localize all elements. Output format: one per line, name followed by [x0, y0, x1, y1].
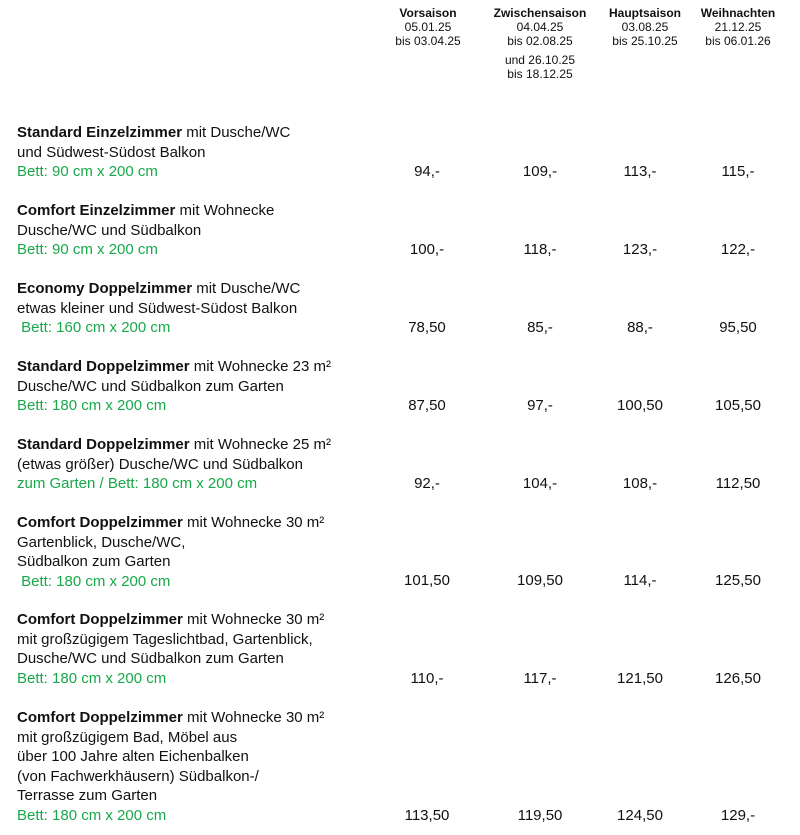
room-title: Standard Einzelzimmer	[17, 124, 183, 141]
price-zwischensaison: 117,-	[523, 670, 557, 687]
room-bed-size: zum Garten / Bett: 180 cm x 200 cm	[17, 475, 258, 492]
price-weihnachten: 125,50	[715, 572, 761, 589]
price-vorsaison: 110,-	[410, 670, 444, 687]
room-description	[17, 435, 331, 494]
room-line: mit Wohnecke 30 m²	[182, 709, 325, 726]
room-line: über 100 Jahre alten Eichenbalken	[17, 748, 249, 765]
room-bed-size: Bett: 180 cm x 200 cm	[17, 397, 167, 414]
room-line: mit Dusche/WC	[192, 280, 301, 297]
room-title: Standard Doppelzimmer	[17, 358, 190, 375]
season-name: Hauptsaison	[608, 6, 681, 20]
room-line: etwas kleiner und Südwest-Südost Balkon	[17, 299, 298, 317]
room-line: (etwas größer) Dusche/WC und Südbalkon	[17, 455, 303, 473]
season-name: Vorsaison	[399, 6, 457, 20]
price-hauptsaison: 114,-	[623, 572, 657, 589]
season-header-hauptsaison	[600, 6, 690, 48]
room-description	[17, 513, 324, 591]
price-weihnachten: 115,-	[721, 163, 755, 180]
room-line: Dusche/WC und Südbalkon	[17, 221, 202, 239]
season-from: 21.12.25	[714, 20, 762, 34]
room-title: Comfort Doppelzimmer	[17, 611, 183, 628]
room-title: Standard Doppelzimmer	[17, 436, 190, 453]
room-line: mit großzügigem Bad, Möbel aus	[17, 728, 238, 746]
room-line: (von Fachwerkhäusern) Südbalkon-/	[17, 767, 259, 785]
room-line: mit Wohnecke	[175, 202, 275, 219]
price-zwischensaison: 97,-	[527, 397, 553, 414]
price-weihnachten: 126,50	[715, 670, 761, 687]
room-line: mit Dusche/WC	[182, 124, 291, 141]
room-line: mit Wohnecke 25 m²	[189, 436, 331, 453]
season-to: bis 03.04.25	[395, 34, 461, 48]
price-zwischensaison: 85,-	[527, 319, 553, 336]
season-to: bis 06.01.26	[705, 34, 771, 48]
price-zwischensaison: 109,-	[522, 163, 558, 180]
room-bed-size: Bett: 180 cm x 200 cm	[17, 669, 167, 687]
price-hauptsaison: 113,-	[623, 163, 657, 180]
room-description	[17, 357, 331, 416]
season-name: Weihnachten	[700, 6, 776, 20]
price-vorsaison: 113,50	[404, 807, 450, 824]
season-from: 05.01.25	[404, 20, 452, 34]
room-line: mit Wohnecke 30 m²	[182, 514, 325, 531]
season-header-vorsaison	[383, 6, 473, 48]
room-description	[17, 279, 300, 338]
room-title: Economy Doppelzimmer	[17, 280, 193, 297]
price-hauptsaison: 88,-	[627, 319, 653, 336]
price-vorsaison: 87,50	[408, 397, 446, 414]
price-hauptsaison: 123,-	[622, 241, 658, 258]
price-hauptsaison: 100,50	[617, 397, 663, 414]
season-header-weihnachten	[693, 6, 783, 48]
room-bed-size: Bett: 160 cm x 200 cm	[17, 319, 171, 336]
price-hauptsaison: 124,50	[617, 807, 663, 824]
season-header-zwischensaison	[485, 6, 595, 81]
price-weihnachten: 112,50	[715, 475, 761, 492]
room-line: Gartenblick, Dusche/WC,	[17, 533, 186, 551]
price-zwischensaison: 119,50	[517, 807, 563, 824]
room-line: Dusche/WC und Südbalkon zum Garten	[17, 377, 284, 395]
price-vorsaison: 94,-	[414, 163, 440, 180]
room-description	[17, 610, 324, 688]
room-title: Comfort Doppelzimmer	[17, 514, 183, 531]
price-vorsaison: 92,-	[414, 475, 440, 492]
price-weihnachten: 95,50	[719, 319, 757, 336]
price-zwischensaison: 118,-	[523, 241, 557, 258]
season-to: bis 02.08.25	[507, 34, 573, 48]
room-title: Comfort Einzelzimmer	[17, 202, 176, 219]
season-from: 04.04.25	[516, 20, 564, 34]
room-line: mit Wohnecke 23 m²	[189, 358, 331, 375]
room-line: und Südwest-Südost Balkon	[17, 143, 206, 161]
season-from: 03.08.25	[621, 20, 669, 34]
price-weihnachten: 122,-	[720, 241, 756, 258]
season-extra-to: bis 18.12.25	[507, 67, 573, 81]
price-hauptsaison: 108,-	[622, 475, 658, 492]
room-title: Comfort Doppelzimmer	[17, 709, 183, 726]
room-description	[17, 708, 324, 825]
room-line: Südbalkon zum Garten	[17, 553, 171, 570]
season-name: Zwischensaison	[493, 6, 587, 20]
season-to: bis 25.10.25	[612, 34, 678, 48]
room-description	[17, 201, 274, 260]
room-bed-size: Bett: 180 cm x 200 cm	[17, 572, 171, 590]
room-line: Dusche/WC und Südbalkon zum Garten	[17, 650, 284, 667]
season-extra-from: und 26.10.25	[504, 53, 576, 67]
price-weihnachten: 129,-	[720, 807, 756, 824]
room-bed-size: Bett: 90 cm x 200 cm	[17, 163, 158, 180]
room-line: mit Wohnecke 30 m²	[182, 611, 325, 628]
price-zwischensaison: 104,-	[522, 475, 558, 492]
price-vorsaison: 100,-	[409, 241, 445, 258]
room-bed-size: Bett: 180 cm x 200 cm	[17, 806, 167, 824]
price-zwischensaison: 109,50	[517, 572, 563, 589]
room-bed-size: Bett: 90 cm x 200 cm	[17, 241, 158, 258]
room-line: Terrasse zum Garten	[17, 787, 158, 804]
price-vorsaison: 78,50	[408, 319, 446, 336]
room-line: mit großzügigem Tageslichtbad, Gartenblick,	[17, 630, 313, 648]
price-weihnachten: 105,50	[715, 397, 761, 414]
room-description	[17, 123, 290, 182]
price-hauptsaison: 121,50	[617, 670, 663, 687]
price-vorsaison: 101,50	[404, 572, 450, 589]
